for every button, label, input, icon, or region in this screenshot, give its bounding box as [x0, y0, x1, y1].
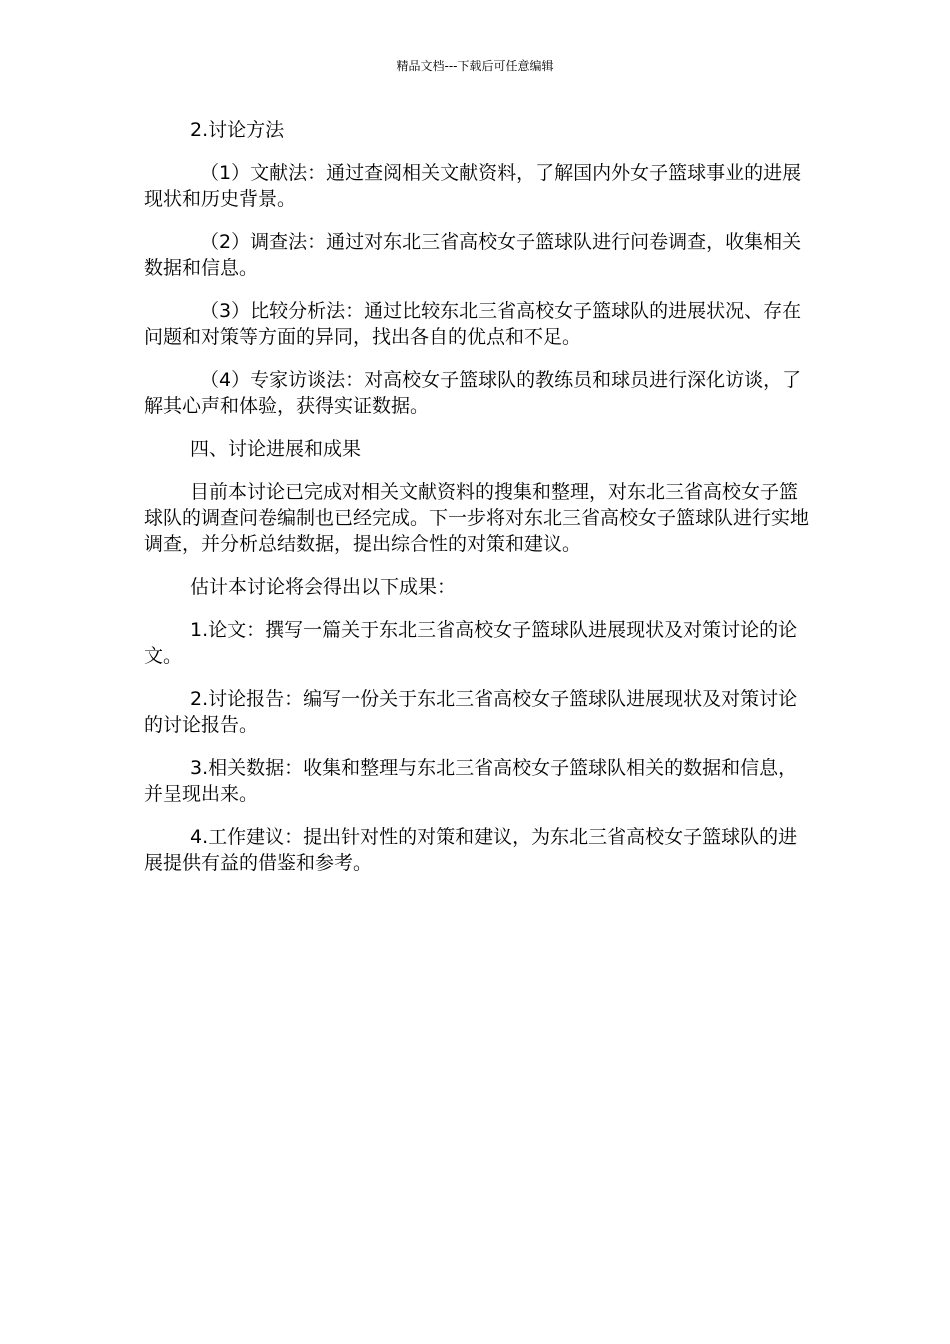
expected-results-intro: 估计本讨论将会得出以下成果： — [190, 576, 457, 598]
method-literature: （1）文献法：通过查阅相关文献资料，了解国内外女子篮球事业的进展现状和历史背景。 — [144, 162, 802, 210]
method-survey: （2）调查法：通过对东北三省高校女子篮球队进行问卷调查，收集相关数据和信息。 — [144, 231, 802, 279]
method-comparison: （3）比较分析法：通过比较东北三省高校女子篮球队的进展状况、存在问题和对策等方面的异同，找出各自的优点和不足。 — [144, 300, 802, 348]
section-heading-progress: 四、讨论进展和成果 — [190, 438, 362, 460]
document-body — [144, 117, 812, 893]
progress-paragraph: 目前本讨论已完成对相关文献资料的搜集和整理，对东北三省高校女子篮球队的调查问卷编制也已经完成。下一步将对东北三省高校女子篮球队进行实地调查，并分析总结数据，提出综合性的对策和建议。 — [144, 481, 810, 555]
method-interview: （4）专家访谈法：对高校女子篮球队的教练员和球员进行深化访谈，了解其心声和体验，获得实证数据。 — [144, 369, 802, 417]
result-item-data: 3.相关数据：收集和整理与东北三省高校女子篮球队相关的数据和信息，并呈现出来。 — [144, 757, 798, 805]
page-header: 精品文档---下载后可任意编辑 — [396, 59, 554, 73]
section-heading-methods: 2.讨论方法 — [190, 119, 285, 141]
result-item-report: 2.讨论报告：编写一份关于东北三省高校女子篮球队进展现状及对策讨论的讨论报告。 — [144, 688, 798, 736]
result-item-thesis: 1.论文：撰写一篇关于东北三省高校女子篮球队进展现状及对策讨论的论文。 — [144, 619, 798, 667]
result-item-suggestions: 4.工作建议：提出针对性的对策和建议，为东北三省高校女子篮球队的进展提供有益的借鉴和参考。 — [144, 826, 798, 874]
